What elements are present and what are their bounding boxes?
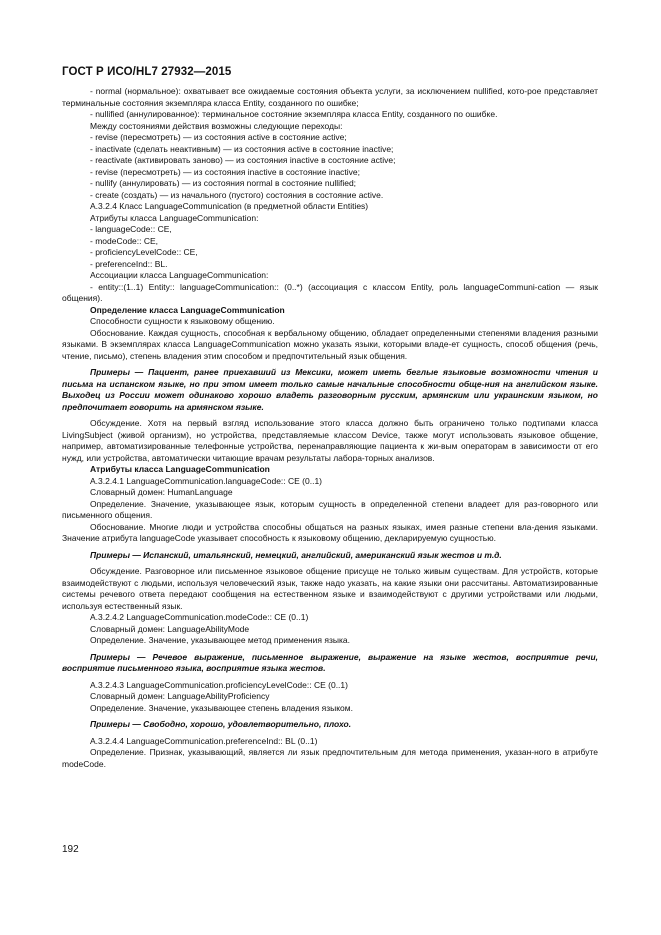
paragraph: Обоснование. Многие люди и устройства способны общаться на разных языках, имея разные степени вла-дения языками. Значение атрибута languageCode указывает способность к языковому общению, декларируемую сущностью. — [62, 521, 598, 543]
list-item: - create (создать) — из начального (пустого) состояния в состояние active. — [90, 189, 384, 200]
paragraph: Словарный домен: HumanLanguage — [90, 487, 233, 497]
attribute-heading: A.3.2.4.4 LanguageCommunication.preferenceInd:: BL (0..1) — [90, 735, 318, 746]
subsection-heading: Определение класса LanguageCommunication — [90, 304, 285, 315]
page-number: 192 — [62, 844, 79, 855]
attribute-heading: A.3.2.4.2 LanguageCommunication.modeCode:: CE (0..1) — [90, 612, 309, 622]
paragraph: Между состояниями действия возможны следующие переходы: — [90, 120, 343, 131]
paragraph: Ассоциации класса LanguageCommunication: — [90, 270, 269, 280]
document-header: ГОСТ Р ИСО/HL7 27932—2015 — [62, 66, 232, 78]
paragraph: Обсуждение. Хотя на первый взгляд использование этого класса должно быть ограничено только подтипами класса LivingSubject (живой организм), но устройства, представляемые классом Device, также могут использовать языковое общение, например, автоматизированные телефонные устройства, перенаправляющие пациента к жи-вым операторам в зависимости от его нужд, или устройства, автоматически читающие врачам результаты лабора-торных анализов. — [62, 418, 598, 463]
paragraph: Определение. Значение, указывающее степень владения языком. — [90, 702, 353, 713]
example-text: Примеры — Испанский, итальянский, немецкий, английский, американский язык жестов и т.д. — [90, 549, 502, 560]
list-item: - inactivate (сделать неактивным) — из состояния active в состояние inactive; — [90, 143, 394, 154]
paragraph: Способности сущности к языковому общению. — [90, 316, 275, 326]
paragraph: Обоснование. Каждая сущность, способная к вербальному общению, обладает определенными степенями владения разными языками. В экземплярах класса LanguageCommunication можно указать языки, которыми владе-ет сущность, способ общения (речь, чтение, письмо), степень владения этим способом и предпочтительный язык общения. — [62, 327, 598, 361]
paragraph: Определение. Значение, указывающее язык, которым сущность в определенной степени владеет для раз-говорного или письменного общения. — [62, 498, 598, 520]
list-item: - nullify (аннулировать) — из состояния normal в состояние nullified; — [90, 178, 357, 188]
list-item: - entity::(1..1) Entity:: languageCommunication:: (0..*) (ассоциация с классом Entity, роль languageCommuni-cation — язык общения). — [62, 281, 598, 303]
page-body — [62, 86, 598, 770]
paragraph: Атрибуты класса LanguageCommunication: — [90, 212, 259, 223]
section-heading: A.3.2.4 Класс LanguageCommunication (в предметной области Entities) — [90, 201, 369, 211]
list-item: - revise (пересмотреть) — из состояния inactive в состояние inactive; — [90, 166, 361, 177]
paragraph: Словарный домен: LanguageAbilityMode — [90, 623, 250, 634]
list-item: - nullified (аннулированное): терминальное состояние экземпляра класса Entity, созданного по ошибке. — [90, 109, 498, 119]
list-item: - proficiencyLevelCode:: CE, — [90, 247, 198, 257]
list-item: - languageCode:: CE, — [90, 224, 172, 234]
example-text: Примеры — Пациент, ранее приехавший из Мексики, может иметь беглые языковые возможности чтения и письма на испанском языке, но при этом имеет только самые начальные способности обще-ния на английском языке. Выходец из России может одинаково хорошо владеть разговорным русским, армянским или украинским языком, но предпочитает говорить на армянском языке. — [62, 367, 598, 412]
paragraph: Словарный домен: LanguageAbilityProficiency — [90, 691, 270, 701]
paragraph: Обсуждение. Разговорное или письменное языковое общение присуще не только живым существам. Для устройств, которые взаимодействуют с людьми, используя человеческий язык, также надо указать, на какие языки они рассчитаны. Автоматизированные системы речевого ответа передают сообщения на естественном языке и взаимодействуют с другими устройствами или людьми, используя естественный язык. — [62, 566, 598, 611]
subsection-heading: Атрибуты класса LanguageCommunication — [90, 464, 270, 474]
list-item: - preferenceInd:: BL. — [90, 258, 168, 269]
list-item: - revise (пересмотреть) — из состояния active в состояние active; — [90, 132, 347, 142]
paragraph: Определение. Признак, указывающий, является ли язык предпочтительным для метода применения, указан-ного в атрибуте modeCode. — [62, 747, 598, 769]
example-text: Примеры — Свободно, хорошо, удовлетворительно, плохо. — [90, 719, 352, 729]
list-item: - reactivate (активировать заново) — из состояния inactive в состояние active; — [90, 155, 396, 165]
attribute-heading: A.3.2.4.1 LanguageCommunication.languageCode:: CE (0..1) — [90, 475, 323, 486]
paragraph: Определение. Значение, указывающее метод применения языка. — [90, 635, 350, 645]
example-text: Примеры — Речевое выражение, письменное выражение, выражение на языке жестов, восприятие речи, восприятие письменного языка, восприятие языка жестов. — [62, 651, 598, 673]
paragraph: - normal (нормальное): охватывает все ожидаемые состояния объекта услуги, за исключением nullified, кото-рое представляет терминальные состояния экземпляра класса Entity, созданного по ошибке; — [62, 86, 598, 108]
attribute-heading: A.3.2.4.3 LanguageCommunication.proficiencyLevelCode:: CE (0..1) — [90, 679, 348, 690]
list-item: - modeCode:: CE, — [90, 235, 159, 246]
